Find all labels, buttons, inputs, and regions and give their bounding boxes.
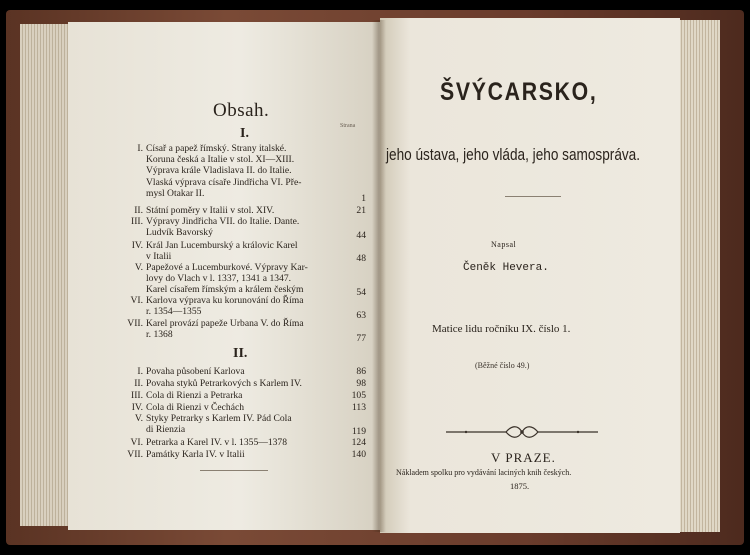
toc-entry-text: Cola di Rienzi v Čechách — [146, 402, 245, 413]
toc-entry — [110, 413, 366, 437]
toc-entry — [110, 295, 366, 319]
toc-entry-text: Petrarka a Karel IV. v l. 1355—1378 — [146, 437, 288, 448]
book-gutter — [372, 20, 386, 532]
toc-entry-number: V. — [134, 413, 143, 424]
book-subtitle: jeho ústava, jeho vláda, jeho samospráva. — [386, 145, 641, 164]
publication-year: 1875. — [510, 481, 530, 491]
page-edges-left — [20, 24, 70, 526]
toc-entry-page: 48 — [356, 253, 366, 264]
toc-entry-page: 63 — [356, 310, 366, 321]
book-title: ŠVÝCARSKO, — [440, 78, 598, 106]
toc-entry-text: Papežové a Lucemburkové. Výpravy Kar- lovy do Vlach v l. 1337, 1341 a 1347. Karel císařem římským a králem českým — [146, 262, 308, 296]
toc-entry-number: IV. — [131, 240, 143, 251]
toc-entry — [110, 262, 366, 298]
toc-entry-page: 21 — [356, 205, 366, 216]
toc-entry-text: Státní poměry v Italii v stol. XIV. — [146, 205, 275, 216]
toc-entry-number: III. — [131, 216, 143, 227]
toc-entry-number: I. — [137, 143, 143, 154]
toc-entry — [110, 390, 366, 402]
toc-entry-page: 1 — [361, 193, 366, 204]
toc-entry-page: 140 — [351, 449, 366, 460]
toc-entry-page: 86 — [356, 366, 366, 377]
toc-entry-page: 54 — [356, 287, 366, 298]
toc-entry-page: 44 — [356, 230, 366, 241]
toc-entry-text: Výpravy Jindřicha VII. do Italie. Dante. Ludvík Bavorský — [146, 216, 300, 239]
toc-entry-text: Povaha styků Petrarkových s Karlem IV. — [146, 378, 302, 389]
page-column-label: Strana — [340, 123, 356, 129]
toc-entry-page: 77 — [356, 333, 366, 344]
toc-entry-number: III. — [131, 390, 143, 401]
publisher-line: Nákladem spolku pro vydávání laciných knih českých. — [396, 468, 572, 477]
toc-entry — [110, 366, 366, 378]
toc-entry-number: VII. — [127, 449, 143, 460]
toc-entry-page: 98 — [356, 378, 366, 389]
toc-entry — [110, 216, 366, 240]
page-edges-right — [676, 20, 720, 532]
toc-entry-number: V. — [134, 262, 143, 273]
toc-entry-text: Císař a papež římský. Strany italské. Koruna česká a Italie v stol. XI—XIII. Výprava krále Vladislava II. do Italie. Vlaská výprava císaře Jindřicha VI. Pře- mysl Otakar II. — [146, 143, 302, 199]
part-1-heading: I. — [240, 126, 249, 141]
title-divider — [505, 196, 561, 197]
toc-entry-text: Karlova výprava ku korunování do Říma r. 1354—1355 — [146, 295, 304, 318]
toc-entry-page: 113 — [351, 402, 366, 413]
toc-entry-number: II. — [134, 205, 143, 216]
toc-entry — [110, 318, 366, 342]
toc-entry-number: VI. — [130, 437, 143, 448]
part-2-heading: II. — [233, 346, 248, 361]
author-name: Čeněk Hevera. — [463, 262, 549, 274]
toc-entry-number: VI. — [130, 295, 143, 306]
publication-place: V PRAZE. — [491, 450, 556, 465]
toc-entry — [110, 240, 366, 264]
toc-entry-page: 105 — [351, 390, 366, 401]
toc-entry-text: Karel provází papeže Urbana V. do Říma r. 1368 — [146, 318, 304, 341]
toc-title: Obsah. — [213, 100, 270, 121]
toc-entry — [110, 449, 366, 461]
closing-rule — [200, 470, 268, 471]
toc-entry-number: II. — [134, 378, 143, 389]
decorative-ornament — [446, 425, 598, 439]
toc-entry-number: I. — [137, 366, 143, 377]
series-info: Matice lidu ročníku IX. číslo 1. — [432, 323, 571, 335]
toc-entry — [110, 143, 366, 203]
toc-entry-text: Památky Karla IV. v Italii — [146, 449, 245, 460]
written-by-label: Napsal — [491, 240, 517, 249]
toc-entry-page: 124 — [351, 437, 366, 448]
toc-entry-number: VII. — [127, 318, 143, 329]
toc-entry-text: Cola di Rienzi a Petrarka — [146, 390, 243, 401]
toc-entry-page: 119 — [351, 426, 366, 437]
toc-entry — [110, 378, 366, 390]
toc-entry-text: Král Jan Lucemburský a královic Karel v Italii — [146, 240, 298, 263]
toc-entry — [110, 437, 366, 449]
running-number: (Běžné číslo 49.) — [475, 361, 530, 370]
toc-entry-text: Povaha působení Karlova — [146, 366, 245, 377]
toc-entry-number: IV. — [131, 402, 143, 413]
toc-entry-text: Styky Petrarky s Karlem IV. Pád Cola di Rienzia — [146, 413, 292, 436]
